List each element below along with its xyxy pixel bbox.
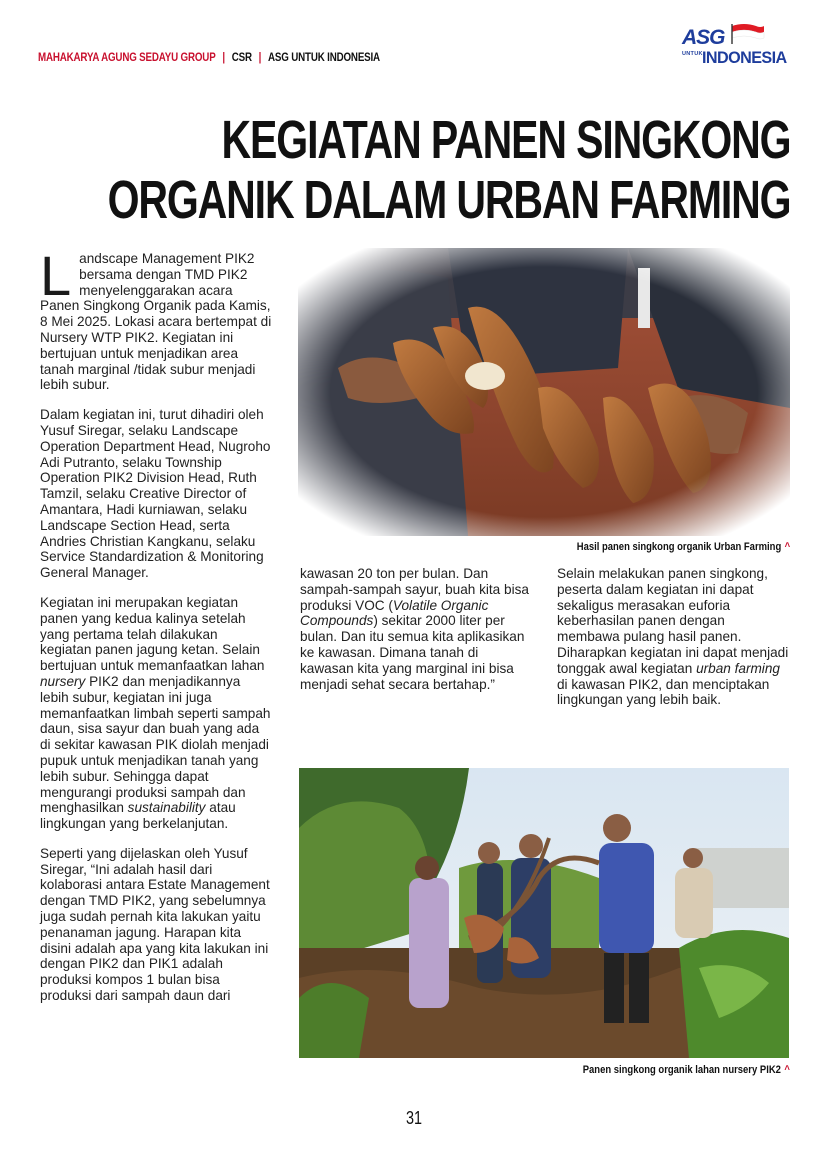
drop-cap: L [40, 244, 72, 307]
article-column-3 [557, 566, 789, 722]
title-line-2: ORGANIK DALAM URBAN FARMING [107, 170, 790, 230]
paragraph-text: Kegiatan ini merupakan kegiatan panen yang kedua kalinya setelah yang pertama telah dilakukan kegiatan panen jagung ketan. Selain bertujuan untuk memanfaatkan lahan [40, 594, 265, 674]
paragraph-attendees: Dalam kegiatan ini, turut dihadiri oleh Yusuf Siregar, selaku Landscape Operation Department Head, Nugroho Adi Putranto, selaku Township Operation PIK2 Division Head, Ruth Tamzil, selaku Creative Director of Amantara, Hadi kurniawan, selaku Landscape Section Head, serta Andries Christian Kangkanu, selaku Service Standardization & Monitoring General Manager. [40, 407, 271, 581]
italic-term: urban farming [696, 660, 780, 676]
paragraph-text: atau lingkungan yang berkelanjutan. [40, 800, 236, 832]
logo-indonesia-text: INDONESIA [702, 48, 787, 67]
asg-untuk-indonesia-logo [678, 22, 794, 70]
paragraph-quote-end [300, 566, 530, 692]
logo-asg-text: ASG [682, 26, 725, 49]
header-breadcrumb [38, 52, 380, 64]
flag-icon [726, 22, 766, 44]
paragraph-text: andscape Management PIK2 bersama dengan TMD PIK2 menyelenggarakan acara Panen Singkong Organik pada Kamis, 8 Mei 2025. Lokasi acara bertempat di Nursery WTP PIK2. Kegiatan ini bertujuan untuk menjadikan area tanah marginal /tidak subur menjadi lebih subur. [40, 251, 272, 393]
photo2-caption-text: Panen singkong organik lahan nursery PIK2 [582, 1064, 782, 1076]
logo-untuk-text: UNTUK [682, 51, 703, 57]
italic-term: nursery [40, 673, 86, 689]
paragraph-quote-start: Seperti yang dijelaskan oleh Yusuf Siregar, “Ini adalah hasil dari kolaborasi antara Estate Management dengan TMD PIK2, yang sebelumnya juga sudah pernah kita lakukan yaitu penanaman jagung. Harapan kita disini adalah apa yang kita lakukan ini dengan PIK2 dan PIK1 adalah produksi kompos 1 bulan bisa produksi dari sampah daun dari [40, 845, 270, 1004]
photo1-caption [577, 541, 790, 553]
title-line-1: KEGIATAN PANEN SINGKONG [221, 110, 791, 170]
paragraph-text: PIK2 dan menjadikannya lebih subur, kegiatan ini juga memanfaatkan limbah seperti sampah daun, sisa sayur dan buah yang ada di sekitar kawasan PIK diolah menjadi pupuk untuk menjadikan tanah yang lebih subur. Sehingga dapat mengurangi produksi sampah dan menghasilkan [40, 673, 271, 816]
article-column-1 [40, 244, 272, 1018]
paragraph-text: di kawasan PIK2, dan menciptakan lingkungan yang lebih baik. [557, 676, 770, 708]
photo2-caption [583, 1064, 790, 1076]
page-number: 31 [406, 1108, 423, 1128]
italic-term: Volatile Organic Compounds [300, 597, 489, 629]
caret-icon: ^ [784, 1064, 790, 1076]
cassava-harvest-photo [298, 248, 790, 536]
nursery-harvest-photo [299, 768, 789, 1058]
paragraph-intro [40, 244, 272, 393]
header-separator: | [222, 52, 225, 64]
caret-icon: ^ [784, 541, 790, 553]
header-separator: | [258, 52, 262, 64]
paragraph-text: ) sekitar 2000 liter per bulan. Dan itu semua kita aplikasikan ke kawasan. Dimana tanah di kawasan kita yang marginal ini bisa menjadi sehat secara bertahap.” [300, 613, 525, 692]
article-title [107, 110, 790, 230]
paragraph-text: kawasan 20 ton per bulan. Dan sampah-sampah sayur, buah kita bisa produksi VOC ( [300, 566, 529, 613]
italic-term: sustainability [127, 800, 206, 816]
paragraph-closing [557, 566, 789, 708]
article-column-2 [300, 566, 530, 706]
header-subsection: ASG UNTUK INDONESIA [268, 52, 380, 64]
paragraph-text: Selain melakukan panen singkong, peserta dalam kegiatan ini dapat sekaligus merasakan euforia keberhasilan panen dengan membawa pulang hasil panen. Diharapkan kegiatan ini dapat menjadi tonggak awal kegiatan [557, 566, 789, 676]
header-section: CSR [231, 52, 252, 64]
photo1-caption-text: Hasil panen singkong organik Urban Farming [576, 541, 782, 553]
paragraph-purpose [40, 595, 272, 832]
header-group-name: MAHAKARYA AGUNG SEDAYU GROUP [38, 52, 216, 64]
